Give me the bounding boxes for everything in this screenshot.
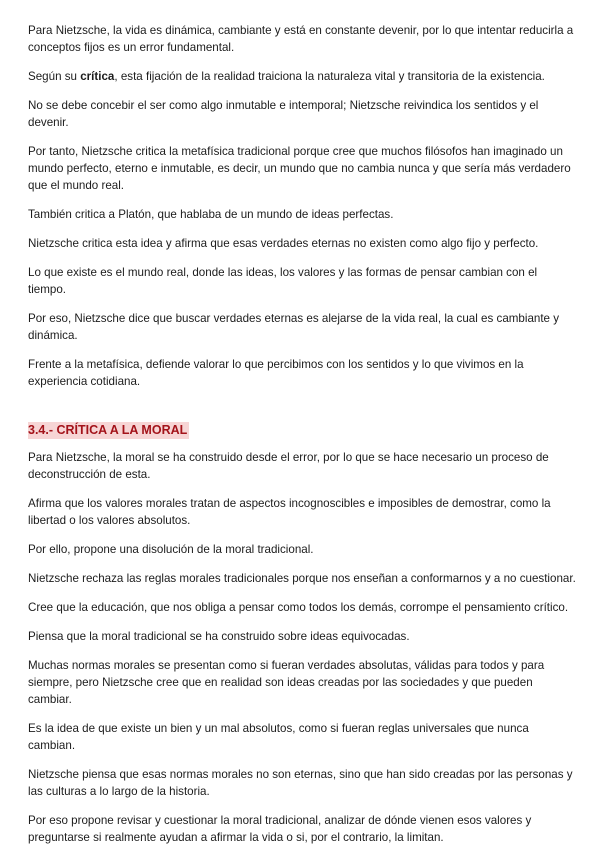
paragraph: Para Nietzsche, la moral se ha construido desde el error, por lo que se hace necesario un proceso de deconstrucción de esta.: [28, 451, 549, 481]
paragraph: Frente a la metafísica, defiende valorar lo que percibimos con los sentidos y lo que vivimos en la experiencia cotidiana.: [28, 358, 524, 388]
paragraph: Nietzsche rechaza las reglas morales tradicionales porque nos enseñan a conformarnos y a no cuestionar.: [28, 572, 576, 585]
paragraph: Lo que existe es el mundo real, donde las ideas, los valores y las formas de pensar cambian con el tiempo.: [28, 266, 538, 296]
document-page: [28, 22, 576, 858]
section-heading-wrapper: [28, 421, 576, 439]
paragraph: Por ello, propone una disolución de la moral tradicional.: [28, 543, 314, 556]
paragraph-text: Según su: [28, 70, 81, 83]
paragraph: Muchas normas morales se presentan como si fueran verdades absolutas, válidas para todos y para siempre, pero Nietzsche cree que en realidad son ideas creadas por las sociedades y que pueden cambiar.: [28, 659, 545, 706]
paragraph: También critica a Platón, que hablaba de un mundo de ideas perfectas.: [28, 208, 394, 221]
bold-term: crítica: [80, 70, 115, 83]
paragraph-text: , esta fijación de la realidad traiciona la naturaleza vital y transitoria de la existencia.: [114, 70, 545, 83]
paragraph: Por eso propone revisar y cuestionar la moral tradicional, analizar de dónde vienen esos valores y preguntarse si realmente ayudan a afirmar la vida o si, por el contrario, la limitan.: [28, 814, 532, 844]
paragraph: Afirma que los valores morales tratan de aspectos incognoscibles e imposibles de demostrar, como la libertad o los valores absolutos.: [28, 497, 551, 527]
paragraph: Cree que la educación, que nos obliga a pensar como todos los demás, corrompe el pensamiento crítico.: [28, 601, 569, 614]
paragraph: Es la idea de que existe un bien y un mal absolutos, como si fueran reglas universales que nunca cambian.: [28, 722, 529, 752]
paragraph: Por eso, Nietzsche dice que buscar verdades eternas es alejarse de la vida real, la cual es cambiante y dinámica.: [28, 312, 560, 342]
paragraph: [28, 68, 576, 85]
paragraph: Para Nietzsche, la vida es dinámica, cambiante y está en constante devenir, por lo que intentar reducirla a conceptos fijos es un error fundamental.: [28, 24, 574, 54]
paragraph: Nietzsche critica esta idea y afirma que esas verdades eternas no existen como algo fijo y perfecto.: [28, 237, 539, 250]
paragraph: No se debe concebir el ser como algo inmutable e intemporal; Nietzsche reivindica los sentidos y el devenir.: [28, 99, 539, 129]
paragraph: Nietzsche piensa que esas normas morales no son eternas, sino que han sido creadas por las personas y las culturas a lo largo de la historia.: [28, 768, 573, 798]
paragraph: Piensa que la moral tradicional se ha construido sobre ideas equivocadas.: [28, 630, 410, 643]
paragraph: Por tanto, Nietzsche critica la metafísica tradicional porque cree que muchos filósofos han imaginado un mundo perfecto, eterno e inmutable, es decir, un mundo que no cambia nunca y que sería más verdadero que el mundo real.: [28, 145, 571, 192]
section-heading: 3.4.- CRÍTICA A LA MORAL: [28, 423, 188, 437]
